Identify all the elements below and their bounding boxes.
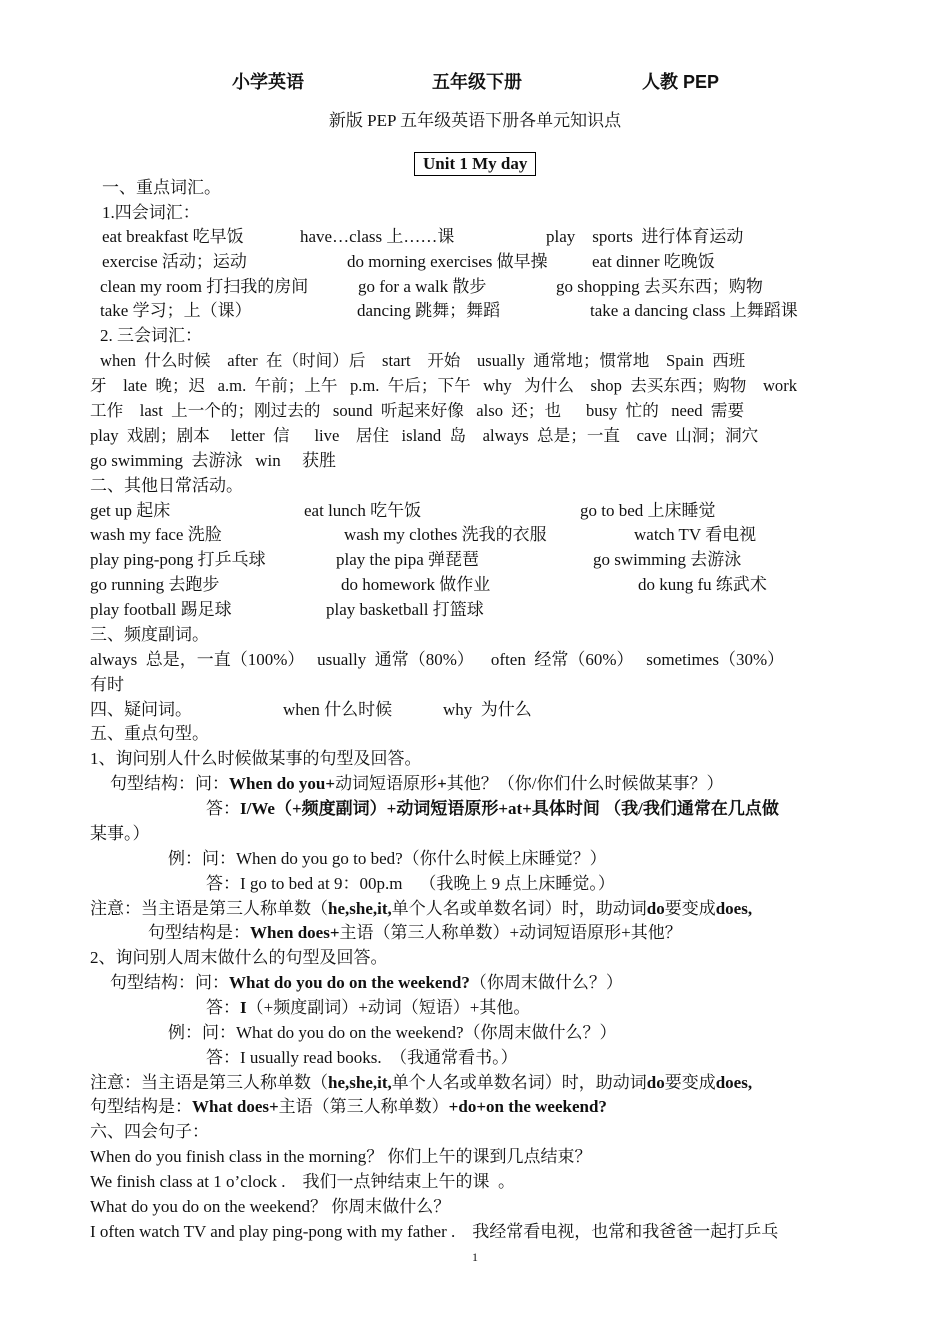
note-text: 句型结构是：: [90, 1097, 192, 1116]
section-heading: 四、疑问词。: [90, 700, 192, 719]
question-word: why 为什么: [443, 700, 532, 719]
activity-item: eat lunch 吃午饭: [304, 501, 422, 520]
pattern-label: 句型结构：问：: [110, 774, 229, 793]
note-bold: When does+: [250, 923, 340, 942]
note-bold: does,: [715, 1073, 753, 1092]
header-edition: 人教 PEP: [642, 72, 720, 92]
vocab-item: have…class 上……课: [300, 227, 455, 246]
vocab-paragraph-line: 牙 late 晚；迟 a.m. 午前；上午 p.m. 午后；下午 why 为什么 shop 去买东西；购物 work: [90, 376, 798, 395]
pattern-label: 答：: [206, 799, 240, 818]
vocab-paragraph-line: 工作 last 上一个的；刚过去的 sound 听起来好像 also 还；也 busy 忙的 need 需要: [90, 401, 745, 420]
pattern-label: 答：: [206, 998, 240, 1017]
note-text: 单个人名或单数名词）时，助动词: [391, 1073, 647, 1092]
note-text: 主语（第三人称单数）: [278, 1097, 449, 1116]
vocab-item: go shopping 去买东西；购物: [556, 277, 763, 296]
pattern-structure: [110, 971, 885, 995]
activity-item: do kung fu 练武术: [638, 575, 767, 594]
note-bold: do: [646, 899, 665, 918]
activity-item: play football 踢足球: [90, 600, 232, 619]
activity-item: play the pipa 弹琵琶: [336, 550, 480, 569]
page-number: 1: [472, 1250, 478, 1264]
pattern-example: 例：问：What do you do on the weekend?（你周末做什么？）: [168, 1023, 617, 1042]
activity-item: do homework 做作业: [341, 575, 491, 594]
activity-item: wash my clothes 洗我的衣服: [344, 525, 547, 544]
note-bold: he,she,it,: [328, 1073, 392, 1092]
note-bold: +do+on the weekend?: [448, 1097, 607, 1116]
pattern-answer: [206, 996, 950, 1020]
pattern-text: （+频度副词）+动词短语原形+at+具体时间 （我/我们通常在几点做: [274, 799, 779, 818]
pattern-example: 例：问：When do you go to bed?（你什么时候上床睡觉？）: [168, 849, 607, 868]
vocab-item: take 学习；上（课）: [100, 301, 252, 320]
document-subtitle: 新版 PEP 五年级英语下册各单元知识点: [328, 111, 622, 130]
activity-item: play basketball 打篮球: [326, 600, 484, 619]
activity-item: get up 起床: [90, 501, 171, 520]
pattern-text: （+频度副词）+动词（短语）+其他。: [246, 998, 531, 1017]
activity-item: go running 去跑步: [90, 575, 220, 594]
note-text: 注意：当主语是第三人称单数（: [90, 1073, 328, 1092]
activity-item: play ping-pong 打乒乓球: [90, 550, 266, 569]
section-heading: 三、频度副词。: [90, 625, 209, 644]
note-line: [148, 921, 923, 945]
note-bold: does,: [715, 899, 753, 918]
frequency-line: always 总是，一直（100%） usually 通常（80%） often 经常（60%） sometimes（30%）: [90, 650, 785, 669]
vocab-item: eat breakfast 吃早饭: [102, 227, 244, 246]
note-text: 句型结构是：: [148, 923, 250, 942]
vocab-item: go for a walk 散步: [358, 277, 487, 296]
section-heading: 一、重点词汇。: [102, 178, 221, 197]
vocab-paragraph-line: when 什么时候 after 在（时间）后 start 开始 usually 通常地；惯常地 Spain 西班: [100, 351, 746, 370]
pattern-bold: +: [437, 774, 447, 793]
activity-item: go swimming 去游泳: [593, 550, 742, 569]
activity-item: go to bed 上床睡觉: [580, 501, 716, 520]
pattern-bold: I/We: [240, 799, 275, 818]
sentence-line: When do you finish class in the morning？ 你们上午的课到几点结束？: [90, 1147, 592, 1166]
pattern-bold: When do you+: [229, 774, 336, 793]
note-text: 单个人名或单数名词）时，助动词: [391, 899, 647, 918]
unit-title: Unit 1 My day: [414, 152, 536, 176]
section-heading: 六、四会句子：: [90, 1122, 209, 1141]
section-heading: 二、其他日常活动。: [90, 476, 243, 495]
pattern-bold: What do you do on the weekend?: [229, 973, 470, 992]
pattern-heading: 1、询问别人什么时候做某事的句型及回答。: [90, 749, 422, 768]
header-grade: 五年级下册: [432, 72, 522, 92]
note-bold: do: [646, 1073, 665, 1092]
pattern-example: 答：I go to bed at 9：00p.m （我晚上 9 点上床睡觉。）: [206, 874, 615, 893]
pattern-text: 某事。）: [90, 824, 150, 843]
note-bold: he,she,it,: [328, 899, 392, 918]
vocab-item: take a dancing class 上舞蹈课: [590, 301, 798, 320]
frequency-line: 有时: [90, 675, 124, 694]
sentence-line: I often watch TV and play ping-pong with my father . 我经常看电视，也常和我爸爸一起打乒乓: [90, 1222, 779, 1241]
section-heading: 五、重点句型。: [90, 724, 209, 743]
pattern-structure: [110, 772, 885, 796]
pattern-label: 句型结构：问：: [110, 973, 229, 992]
pattern-text: （你周末做什么？）: [469, 973, 623, 992]
vocab-paragraph-line: go swimming 去游泳 win 获胜: [90, 451, 337, 470]
pattern-heading: 2、询问别人周末做什么的句型及回答。: [90, 948, 388, 967]
vocab-item: dancing 跳舞；舞蹈: [357, 301, 501, 320]
vocab-item: exercise 活动；运动: [102, 252, 247, 271]
sentence-line: We finish class at 1 o’clock . 我们一点钟结束上午的课 。: [90, 1172, 515, 1191]
vocab-item: do morning exercises 做早操: [347, 252, 548, 271]
header-subject: 小学英语: [232, 72, 304, 92]
pattern-bold: I: [240, 998, 247, 1017]
note-text: 要变成: [664, 899, 716, 918]
pattern-text: 其他？（你/你们什么时候做某事？）: [446, 774, 724, 793]
activity-item: watch TV 看电视: [634, 525, 757, 544]
vocab-item: clean my room 打扫我的房间: [100, 277, 309, 296]
vocab-item: play sports 进行体育运动: [546, 227, 744, 246]
subsection-heading: 1.四会词汇：: [102, 203, 200, 222]
note-line: [90, 1071, 865, 1095]
note-text: 主语（第三人称单数）+动词短语原形+其他？: [339, 923, 682, 942]
question-word: when 什么时候: [283, 700, 393, 719]
note-line: [90, 897, 865, 921]
pattern-example: 答：I usually read books. （我通常看书。）: [206, 1048, 518, 1067]
note-bold: What does+: [192, 1097, 279, 1116]
pattern-answer: [206, 797, 950, 821]
vocab-item: eat dinner 吃晚饭: [592, 252, 715, 271]
subsection-heading: 2. 三会词汇：: [100, 326, 202, 345]
sentence-line: What do you do on the weekend？ 你周末做什么？: [90, 1197, 451, 1216]
note-text: 要变成: [664, 1073, 716, 1092]
note-text: 注意：当主语是第三人称单数（: [90, 899, 328, 918]
activity-item: wash my face 洗脸: [90, 525, 222, 544]
note-line: [90, 1095, 865, 1119]
vocab-paragraph-line: play 戏剧；剧本 letter 信 live 居住 island 岛 always 总是；一直 cave 山洞；洞穴: [90, 426, 759, 445]
pattern-text: 动词短语原形: [335, 774, 438, 793]
